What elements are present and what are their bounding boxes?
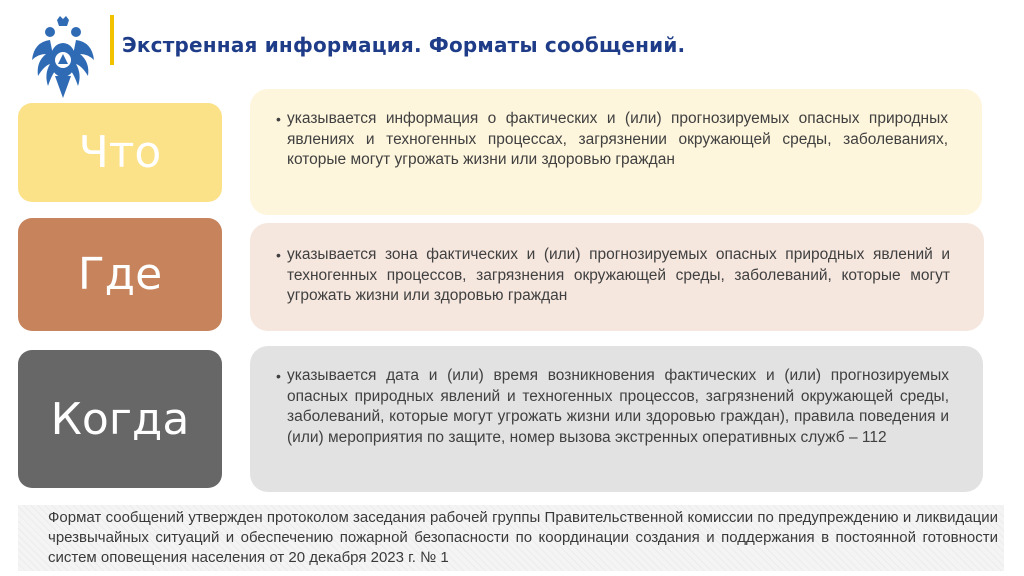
label-what: Что bbox=[18, 103, 222, 202]
text-box-what bbox=[250, 89, 982, 215]
section-text: указывается информация о фактических и (или) прогнозируемых опасных природных явлениях и техногенных процессах, загрязнении окружающей среды, заболеваниях, которые могут угрожать жизни или здоровью граждан bbox=[287, 110, 948, 168]
section-text: указывается дата и (или) время возникновения фактических и (или) прогнозируемых опасных природных явлений и техногенных процессов, загрязнений окружающей среды, заболеваний, которые могут угрожать жизни или здоровью граждан), правила поведения и (или) мероприятия по защите, номер вызова экстренных оперативных служб – 112 bbox=[287, 367, 949, 446]
text-box-where bbox=[250, 223, 984, 331]
section-text: указывается зона фактических и (или) прогнозируемых опасных природных явлений и техногенных процессов, загрязнения окружающей среды, заболеваний, которые могут угрожать жизни или здоровью граждан bbox=[287, 246, 950, 304]
bullet-icon: • bbox=[276, 247, 281, 263]
bullet-icon: • bbox=[276, 111, 281, 127]
label-when: Когда bbox=[18, 350, 222, 488]
title-accent-bar bbox=[110, 15, 114, 65]
footer-note: Формат сообщений утвержден протоколом заседания рабочей группы Правительственной комиссии по предупреждению и ликвидации чрезвычайных ситуаций и обеспечению пожарной безопасности по координации создания и поддержания в постоянной готовности систем оповещения населения от 20 декабря 2023 г. № 1 bbox=[48, 509, 998, 566]
emercom-emblem-icon bbox=[30, 16, 96, 98]
text-box-when bbox=[250, 346, 983, 492]
page-title: Экстренная информация. Форматы сообщений. bbox=[122, 33, 686, 57]
bullet-icon: • bbox=[276, 368, 281, 384]
label-where: Где bbox=[18, 218, 222, 331]
